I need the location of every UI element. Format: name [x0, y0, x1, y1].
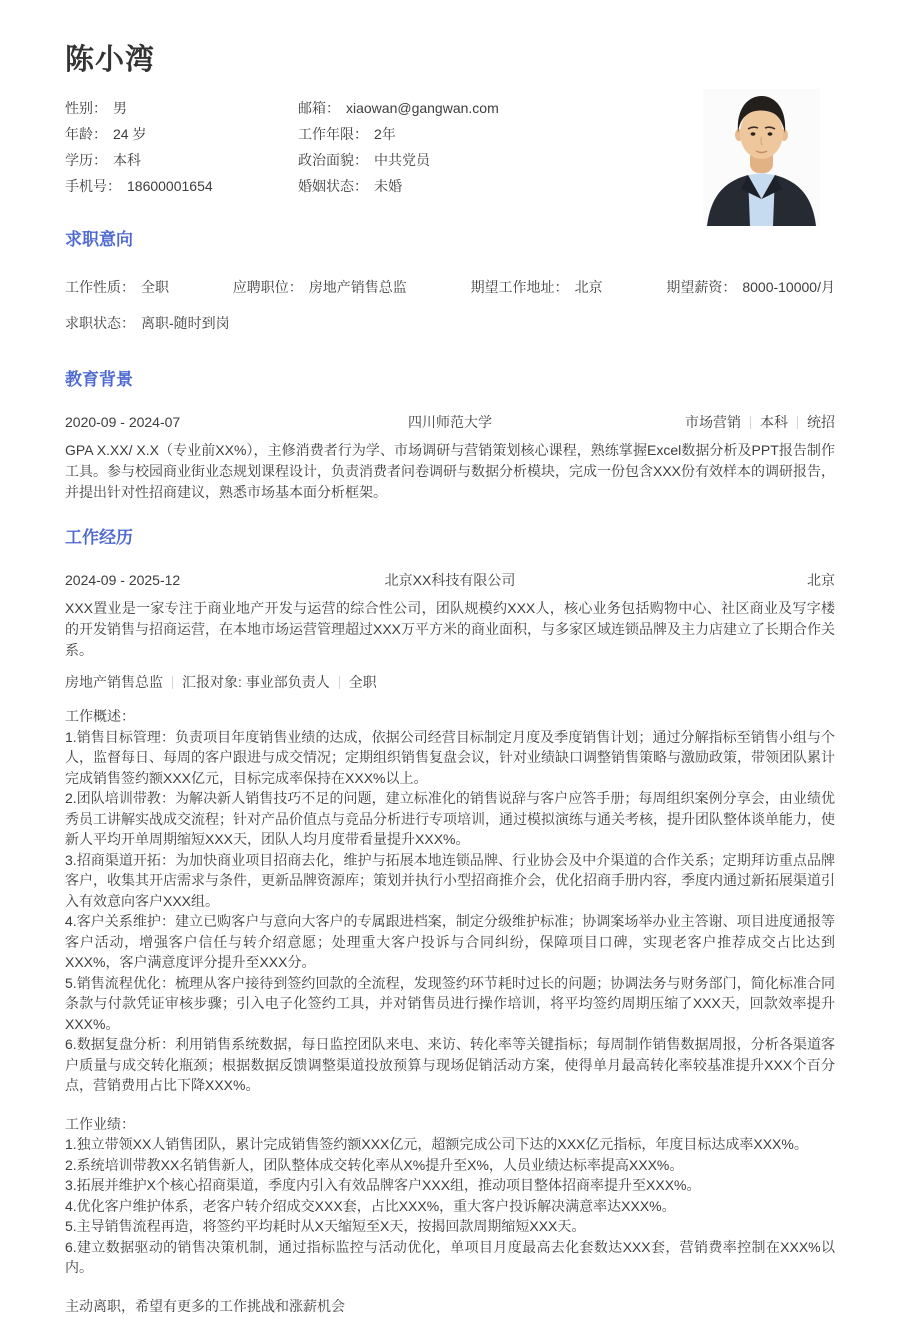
job-seeking-status — [65, 314, 835, 333]
overview-item: 2.团队培训带教：为解决新人销售技巧不足的问题，建立标准化的销售说辞与客户应答手册；每周组织案例分享会，由业绩优秀员工讲解实战成交流程；针对产品价值点与竞品分析进行专项培训，通过模拟演练与通关考核，提升团队整体谈单能力，使新人平均开单周期缩短XXX天，团队人均月度带看量提升XXX%。 — [65, 790, 835, 847]
intent-target-position-value: 房地产销售总监 — [308, 279, 407, 295]
overview-item: 6.数据复盘分析：利用销售系统数据，每日监控团队来电、来访、转化率等关键指标；每周制作销售数据周报，分析各渠道客户质量与成交转化瓶颈；根据数据反馈调整渠道投放预算与现场促销活动方案，使得单月最高转化率较基准提升XXX个百分点，营销费用占比下降XXX%。 — [65, 1036, 835, 1093]
education-row — [65, 413, 835, 432]
info-email-label: 邮箱： — [298, 100, 340, 116]
info-education-level-label: 学历： — [65, 152, 107, 168]
intent-target-position-label: 应聘职位： — [232, 279, 303, 295]
info-email-value: xiaowan@gangwan.com — [346, 100, 499, 116]
company-intro: XXX置业是一家专注于商业地产开发与运营的综合性公司，团队规模约XXX人，核心业务包括购物中心、社区商业及写字楼的开发销售与招商运营，在本地市场运营管理超过XXX万平方米的商业面积，与多家区域连锁品牌及主力店建立了长期合作关系。 — [65, 600, 836, 658]
work-period: 2024-09 - 2025-12 — [65, 572, 181, 588]
job-seeking-status-value: 离职-随时到岗 — [141, 315, 230, 331]
vertical-divider — [339, 676, 340, 689]
intent-salary-label: 期望薪资： — [666, 279, 737, 295]
intent-work-type-value: 全职 — [141, 279, 169, 295]
info-age — [65, 121, 298, 147]
job-intent-row — [65, 278, 835, 297]
work-company: 北京XX科技有限公司 — [384, 572, 516, 588]
education-enroll-type: 统招 — [807, 414, 836, 430]
achievement-title: 工作业绩： — [65, 1115, 135, 1132]
leave-reason: 主动离职，希望有更多的工作挑战和涨薪机会 — [65, 1297, 345, 1314]
achievement-item: 1.独立带领XX人销售团队，累计完成销售签约额XXX亿元，超额完成公司下达的XXX亿元指标，年度目标达成率XXX%。 — [65, 1136, 808, 1152]
overview-item: 3.招商渠道开拓：为加快商业项目招商去化，维护与拓展本地连锁品牌、行业协会及中介渠道的合作关系；定期拜访重点品牌客户，收集其开店需求与条件，更新品牌资源库；策划并执行小型招商推介会，优化招商手册内容，季度内通过新拓展渠道引入有效意向客户XXX组。 — [65, 851, 835, 909]
info-gender-value: 男 — [113, 100, 127, 116]
intent-work-type-label: 工作性质： — [65, 279, 135, 295]
info-political-status-label: 政治面貌： — [298, 152, 368, 168]
info-phone — [65, 173, 298, 199]
section-title-job-intent: 求职意向 — [65, 230, 133, 249]
work-location: 北京 — [807, 572, 836, 588]
info-age-label: 年龄： — [65, 126, 107, 142]
info-gender — [65, 95, 298, 121]
achievement-item: 3.拓展并维护X个核心招商渠道，季度内引入有效品牌客户XXX组，推动项目整体招商率提升至XXX%。 — [65, 1177, 701, 1193]
intent-location-value: 北京 — [574, 279, 603, 295]
overview-item: 4.客户关系维护：建立已购客户与意向大客户的专属跟进档案，制定分级维护标准；协调案场举办业主答谢、项目进度通报等客户活动，增强客户信任与转介绍意愿；处理重大客户投诉与合同纠纷，保障项目口碑，实现老客户推荐成交占比达到XXX%，客户满意度评分提升至XXX分。 — [65, 913, 835, 970]
profile-photo-image — [703, 89, 820, 226]
overview-item: 1.销售目标管理：负责项目年度销售业绩的达成，依据公司经营目标制定月度及季度销售计划；通过分解指标至销售小组与个人，监督每日、每周的客户跟进与成交情况；定期组织销售复盘会议，针对业绩缺口调整销售策略与激励政策，带领团队累计完成销售签约额XXX亿元，目标完成率保持在XXX%以上。 — [65, 728, 835, 786]
education-period: 2020-09 - 2024-07 — [65, 414, 181, 430]
info-gender-label: 性别： — [65, 100, 107, 116]
intent-location-label: 期望工作地址： — [470, 279, 569, 295]
section-title-work-experience: 工作经历 — [65, 528, 133, 547]
work-position: 房地产销售总监 — [65, 674, 163, 690]
job-seeking-status-label: 求职状态： — [65, 315, 135, 331]
info-experience-years-label: 工作年限： — [298, 126, 368, 142]
info-phone-label: 手机号： — [65, 178, 121, 194]
info-political-status-value: 中共党员 — [374, 152, 430, 168]
profile-photo — [703, 89, 820, 226]
education-school: 四川师范大学 — [408, 414, 492, 430]
education-major: 市场营销 — [685, 414, 742, 430]
vertical-divider — [172, 676, 173, 689]
section-title-education: 教育背景 — [65, 370, 133, 389]
achievement-item: 4.优化客户维护体系，老客户转介绍成交XXX套，占比XXX%，重大客户投诉解决满意率达XXX%。 — [65, 1197, 676, 1214]
intent-target-position — [233, 278, 407, 297]
info-education-level — [65, 147, 298, 173]
education-degree: 本科 — [760, 414, 789, 430]
intent-location — [471, 278, 603, 297]
resume-content — [0, 44, 900, 1316]
resume-page — [0, 44, 900, 1319]
position-line — [65, 672, 835, 692]
education-meta — [578, 413, 835, 432]
overview-item: 5.销售流程优化：梳理从客户接待到签约回款的全流程，发现签约环节耗时过长的问题；协调法务与财务部门，简化标准合同条款与付款凭证审核步骤；引入电子化签约工具，并对销售员进行操作培训，将平均签约周期压缩了XXX天，回款效率提升XXX%。 — [65, 974, 835, 1032]
work-report-to: 汇报对象: 事业部负责人 — [182, 674, 330, 690]
intent-salary — [666, 278, 835, 297]
overview-title: 工作概述： — [65, 708, 135, 724]
info-experience-years-value: 2年 — [374, 126, 396, 142]
info-age-value: 24 岁 — [113, 126, 147, 142]
info-marital-status-value: 未婚 — [374, 178, 402, 194]
work-detail — [65, 706, 835, 1316]
vertical-divider — [797, 416, 798, 429]
achievement-item: 2.系统培训带教XX名销售新人，团队整体成交转化率从X%提升至X%，人员业绩达标率提高XXX%。 — [65, 1156, 684, 1173]
work-job-type: 全职 — [348, 674, 377, 690]
work-row — [65, 571, 835, 590]
education-description: GPA X.XX/ X.X（专业前XX%），主修消费者行为学、市场调研与营销策划核心课程，熟练掌握Excel数据分析及PPT报告制作工具。参与校园商业街业态规划课程设计，负责消费者问卷调研与数据分析模块，完成一份包含XXX份有效样本的调研报告，并提出针对性招商建议，熟悉市场基本面分析框架。 — [65, 442, 836, 500]
achievement-item: 5.主导销售流程再造，将签约平均耗时从X天缩短至X天，按揭回款周期缩短XXX天。 — [65, 1218, 586, 1234]
candidate-name: 陈小湾 — [65, 44, 156, 76]
vertical-divider — [750, 416, 751, 429]
intent-salary-value: 8000-10000/月 — [742, 279, 835, 295]
achievement-item: 6.建立数据驱动的销售决策机制，通过指标监控与活动优化，单项目月度最高去化套数达XXX套，营销费率控制在XXX%以内。 — [65, 1238, 835, 1275]
info-phone-value: 18600001654 — [127, 178, 213, 194]
intent-work-type — [65, 278, 169, 297]
info-marital-status-label: 婚姻状态： — [298, 178, 368, 194]
info-education-level-value: 本科 — [113, 152, 141, 168]
